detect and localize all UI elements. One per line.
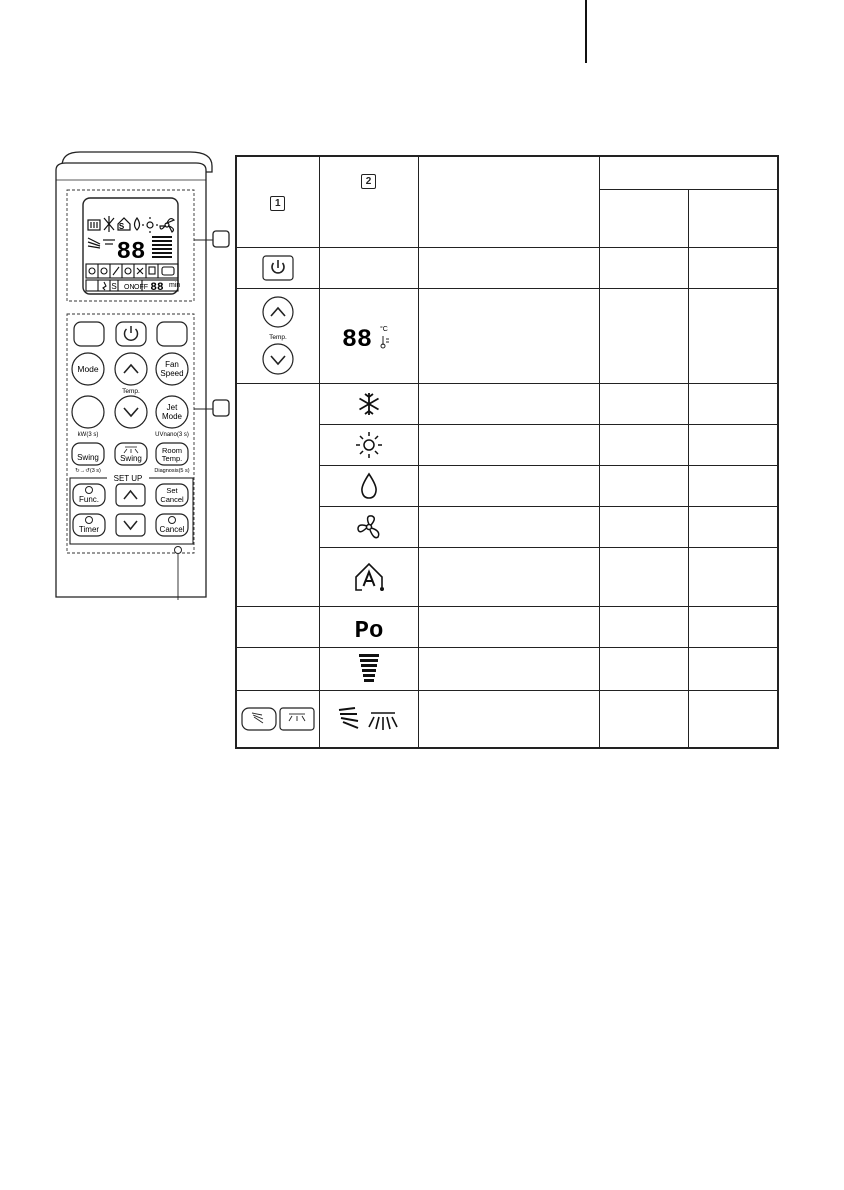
feature-table <box>235 155 779 749</box>
temp-up-down-icon <box>260 295 296 377</box>
swing-buttons-icon <box>241 706 315 732</box>
swing-display-cell <box>319 690 418 748</box>
swing-display-icon <box>337 705 401 733</box>
temp-display-cell <box>319 288 418 383</box>
po-display-cell <box>319 606 418 647</box>
lcd-on-label: ON <box>124 284 135 291</box>
power-button-icon <box>262 255 294 281</box>
mode-button-label: Mode <box>77 364 99 374</box>
heating-display-cell <box>319 424 418 465</box>
po-display-icon <box>349 613 389 641</box>
header-subcolumn-b <box>688 189 778 247</box>
temp-label: Temp. <box>122 388 140 395</box>
fan-speed-display-cell <box>319 647 418 690</box>
swing-buttons-cell <box>236 690 319 748</box>
auto-mode-icon <box>352 560 386 594</box>
set-cancel-label: Cancel <box>160 495 184 504</box>
power-button[interactable] <box>116 322 146 346</box>
lcd-min-label: min <box>169 282 181 289</box>
room-temp-label-2: Temp. <box>161 454 183 463</box>
water-drop-icon <box>359 472 379 500</box>
lcd-auto-letter: S <box>118 222 125 231</box>
fan-display-cell <box>319 506 418 547</box>
table-row <box>236 247 778 288</box>
table-row <box>236 690 778 748</box>
power-button-cell <box>236 247 319 288</box>
fan-speed-label-2: Speed <box>160 369 184 378</box>
dry-display-cell <box>319 465 418 506</box>
left-blank-button[interactable] <box>74 322 104 346</box>
diagnosis-label: Diagnosis(5 s) <box>154 468 190 474</box>
callout-box-2 <box>213 400 229 416</box>
lcd-s-label: S <box>111 282 117 291</box>
room-temp-label-1: Room <box>161 446 183 455</box>
temp-down-button[interactable] <box>115 396 147 428</box>
swing-label: Swing <box>77 453 99 462</box>
remote-control-illustration <box>0 0 230 610</box>
temp-up-button[interactable] <box>115 353 147 385</box>
swing-sub-label: ↻→↺(3 s) <box>75 468 101 474</box>
temp-buttons-cell <box>236 288 319 383</box>
swing2-label: Swing <box>120 454 142 463</box>
setup-down-button[interactable] <box>116 514 145 536</box>
setup-label: SET UP <box>113 474 143 483</box>
header-group <box>599 156 778 189</box>
column-number-2: 2 <box>361 174 376 189</box>
timer-label: Timer <box>78 525 100 534</box>
column-number-1: 1 <box>270 196 285 211</box>
table-row <box>236 606 778 647</box>
jet-mode-label-2: Mode <box>161 412 183 421</box>
swing-vertical-button-icon <box>242 708 276 730</box>
sun-icon <box>355 431 383 459</box>
lcd-temperature-digits: 88 <box>116 239 146 266</box>
table-row <box>236 288 778 383</box>
lcd-off-label: OFF <box>134 284 148 291</box>
cancel-label: Cancel <box>159 525 185 534</box>
temp-label: Temp. <box>268 333 287 341</box>
kw-button[interactable] <box>72 396 104 428</box>
fan-icon <box>355 513 383 541</box>
temp-unit-label: °C <box>379 325 388 333</box>
lcd-timer-digits: 88 <box>150 282 164 294</box>
signal-emitter <box>175 547 182 554</box>
mode-button-cell <box>236 383 319 606</box>
header-subcolumn-a <box>599 189 688 247</box>
page-edge-rule <box>585 0 587 63</box>
func-label: Func. <box>78 495 100 504</box>
right-blank-button[interactable] <box>157 322 187 346</box>
table-row <box>236 647 778 690</box>
set-label: Set <box>166 486 178 495</box>
table-row <box>236 383 778 424</box>
thermometer-icon <box>381 336 389 348</box>
po-display-text: Po <box>354 617 383 641</box>
callout-box-1 <box>213 231 229 247</box>
setup-up-button[interactable] <box>116 484 145 506</box>
header-description-column <box>418 156 599 247</box>
fan-speed-bars-icon <box>358 653 380 685</box>
uv-nano-label: UVnano(3 s) <box>155 432 189 438</box>
header-remote-button-column <box>236 156 319 247</box>
temp-display-digits: 88 <box>341 324 372 353</box>
fan-speed-label-1: Fan <box>165 360 179 369</box>
cooling-display-cell <box>319 383 418 424</box>
temp-display-icon <box>339 319 399 353</box>
auto-display-cell <box>319 547 418 606</box>
jet-mode-label-1: Jet <box>166 403 178 412</box>
snowflake-icon <box>356 391 382 417</box>
header-display-column <box>319 156 418 247</box>
kw-label: kW(3 s) <box>77 432 99 438</box>
